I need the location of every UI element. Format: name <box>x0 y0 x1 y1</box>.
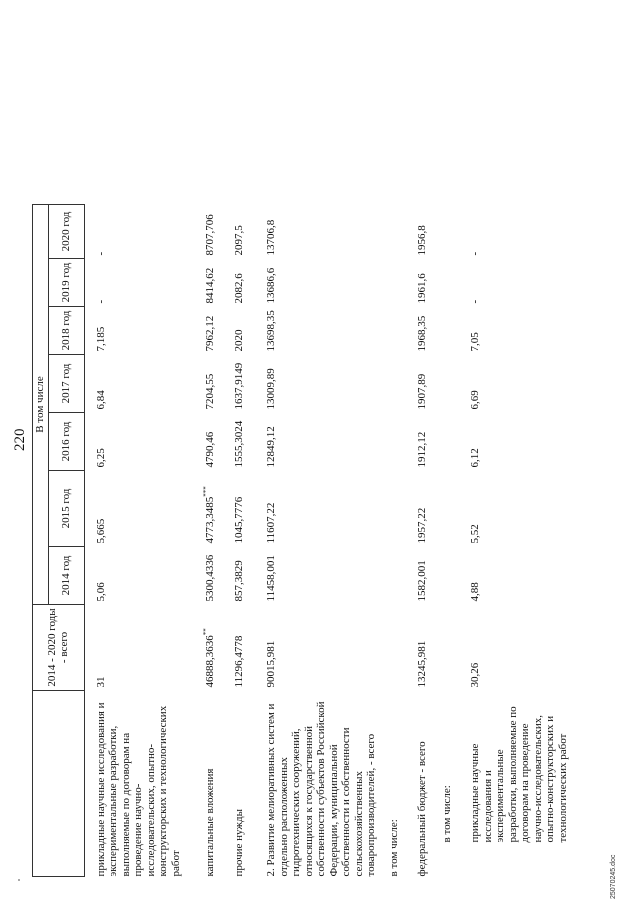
cell-value: 1907,89 <box>416 373 428 410</box>
row-label: прочие нужды <box>232 809 245 877</box>
table-row <box>388 205 409 877</box>
header-year: 2015 год <box>48 471 84 547</box>
cell-value: 2097,5 <box>232 225 245 256</box>
cell-value: 2082,6 <box>232 273 245 304</box>
header-year: 2016 год <box>48 413 84 471</box>
cell-value: 11458,001 <box>265 555 277 602</box>
budget-table <box>32 204 569 877</box>
header-year: 2014 год <box>48 547 84 605</box>
cell-value: 7,05 <box>469 332 481 352</box>
cell-value: 6,12 <box>469 448 481 468</box>
table-row <box>84 205 194 877</box>
row-label: капитальные вложения <box>204 768 216 877</box>
cell-value: 13686,6 <box>265 267 277 304</box>
cell-value: 5300,4336 <box>204 554 216 602</box>
header-year: 2017 год <box>48 355 84 413</box>
cell-total: 90015,981 <box>265 640 277 688</box>
row-subheading: в том числе: <box>440 785 453 843</box>
row-label: прикладные научные исследования и экспериментальные разработки, выполняемые по договорам на проведение научно-исследовательских, опытно-конструкторских и технологических работ <box>469 706 569 843</box>
footer-code: 25070245.doc <box>610 854 617 899</box>
page-number: 220 <box>12 428 28 451</box>
cell-value: 8414,62 <box>204 267 216 304</box>
row-label: прикладные научные исследования и экспериментальные разработки, выполняемые по договорам на проведение научно-исследовательских, опытно-конструкторских и технологических работ <box>94 702 182 877</box>
header-group: В том числе <box>33 205 49 605</box>
cell-value: 8707,706 <box>204 214 216 256</box>
table-row <box>461 205 569 877</box>
cell-value: - <box>94 299 107 304</box>
header-year: 2018 год <box>48 307 84 355</box>
cell-value: 1956,8 <box>416 225 428 256</box>
cell-value: 2020 <box>232 329 245 352</box>
cell-value: 4,88 <box>469 582 481 602</box>
cell-value: 1582,001 <box>416 560 428 602</box>
cell-value: 4790,46 <box>204 431 216 468</box>
cell-value: 1637,9149 <box>232 362 245 410</box>
table-row <box>194 205 227 877</box>
cell-value: 5,665 <box>94 518 107 544</box>
scan-speck <box>18 879 20 881</box>
cell-value: - <box>469 251 481 256</box>
cell-value: 7,185 <box>94 326 107 352</box>
table-row <box>408 205 441 877</box>
cell-value: 1961,6 <box>416 273 428 304</box>
cell-value: 6,84 <box>94 390 107 410</box>
cell-value: 12849,12 <box>265 426 277 468</box>
cell-total: 11296,4778 <box>232 635 245 688</box>
cell-value: 6,69 <box>469 390 481 410</box>
cell-value: 5,52 <box>469 524 481 544</box>
table-row <box>441 205 462 877</box>
row-subheading: в том числе: <box>387 819 400 877</box>
cell-value: 5,06 <box>94 582 107 602</box>
cell-value: 13698,35 <box>265 310 277 352</box>
cell-value: 1968,35 <box>416 315 428 352</box>
cell-value: 857,3829 <box>232 560 245 602</box>
header-total: 2014 - 2020 годы - всего <box>33 605 85 691</box>
cell-total: 13245,981 <box>416 640 428 688</box>
cell-value: 13706,8 <box>265 219 277 256</box>
cell-total: 46888,3636** <box>202 628 216 688</box>
cell-value: 4773,3485*** <box>202 486 216 544</box>
table-row <box>227 205 260 877</box>
header-year: 2019 год <box>48 259 84 307</box>
cell-total: 31 <box>94 676 107 688</box>
cell-value: 6,25 <box>94 448 107 468</box>
cell-value: 1045,7776 <box>232 496 245 544</box>
cell-value: 7962,12 <box>204 315 216 352</box>
cell-value: - <box>469 299 481 304</box>
row-label: 2. Развитие мелиоративных систем и отдельно расположенных гидротехнических сооружений, относящихся к государственной собственности субъектов Российской Федерации, муниципальной собственности и собственности сельскохозяйственных товаропроизводителей, - всего <box>265 701 377 877</box>
row-label: федеральный бюджет - всего <box>416 741 428 877</box>
cell-value: 1555,3024 <box>232 420 245 468</box>
cell-value: - <box>94 251 107 256</box>
cell-value: 11607,22 <box>265 502 277 544</box>
cell-value: 13009,89 <box>265 368 277 410</box>
cell-value: 7204,55 <box>204 373 216 410</box>
cell-value: 1957,22 <box>416 507 428 544</box>
header-label-cell <box>33 691 85 877</box>
cell-total: 30,26 <box>469 662 481 688</box>
table-row <box>259 205 388 877</box>
header-year: 2020 год <box>48 205 84 259</box>
cell-value: 1912,12 <box>416 431 428 468</box>
